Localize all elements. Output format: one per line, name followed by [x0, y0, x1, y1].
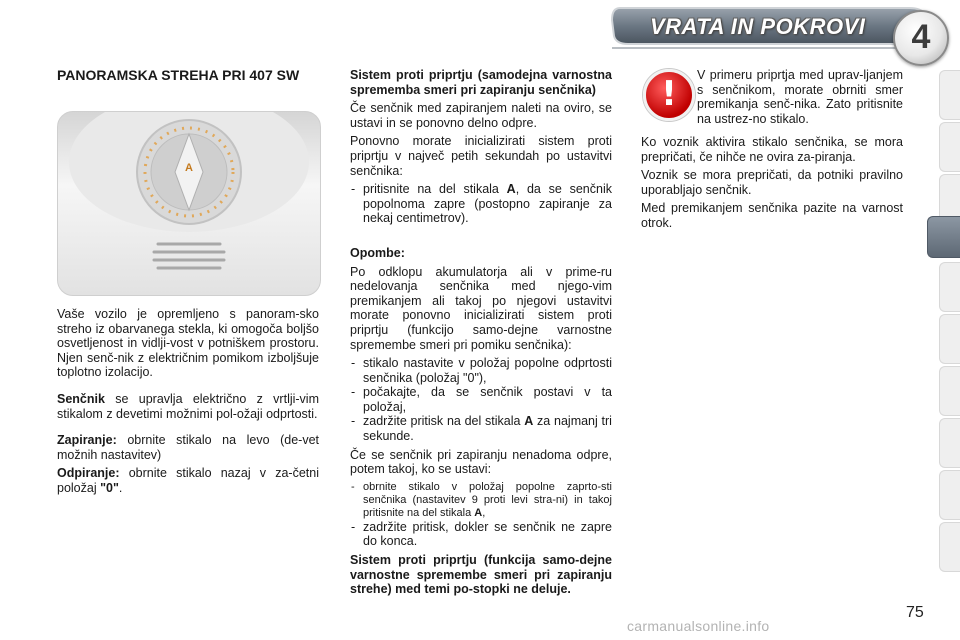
zapiranje-label: Zapiranje:: [57, 433, 117, 448]
paragraph-reinit: Ponovno morate inicializirati sistem proti priprtju v največ petih sekundah po ustavitvi senčnika:: [350, 134, 612, 178]
odpiranje-value: "0": [100, 480, 119, 495]
chapter-title: VRATA IN POKROVI: [650, 14, 866, 39]
sencnik-text: se upravlja električno z vrtlji-vim stikalom z devetimi možnimi pol-ožaji odprtosti.: [57, 391, 319, 421]
roof-switch-photo: [57, 111, 321, 296]
reinit-steps: [350, 182, 612, 226]
list-item: - pritisnite na del stikala A, da se senčnik popolnoma zapre (postopno zapiranje za nekaj centimetrov).: [350, 182, 612, 226]
intro-paragraph: Vaše vozilo je opremljeno s panoram-sko streho iz obarvanega stekla, ki omogoča boljšo osvetljenost in vidlji-vost v potniškem prostoru. Njen senč-nik z električnim pomikom izboljšuje toplotno izolacijo.: [57, 307, 319, 380]
list-item: - obrnite stikalo v položaj popolne zaprto-sti senčnika (nastavitev 9 proti levi stra-ni) in takoj pritisnite na del stikala A,: [350, 481, 612, 520]
paragraph-obstacle: Če senčnik med zapiranjem naleti na oviro, se ustavi in se ponovno delno odpre.: [350, 101, 612, 130]
watermark: carmanualsonline.info: [627, 618, 770, 634]
chapter-tab[interactable]: [939, 522, 960, 572]
column-left: [57, 68, 319, 87]
chapter-number-badge: [893, 10, 949, 66]
sudden-open-steps: [350, 481, 612, 549]
column-left-text: [57, 307, 319, 500]
odpiranje-text: obrnite stikalo nazaj v za-četni položaj: [57, 466, 319, 495]
chapter-tab[interactable]: [939, 366, 960, 416]
chapter-tab-active[interactable]: [927, 216, 960, 258]
anti-pinch-heading: Sistem proti priprtju (samodejna varnostna sprememba smeri pri zapiranju senčnika): [350, 68, 612, 97]
chapter-tab[interactable]: [939, 418, 960, 468]
column-middle: [350, 68, 612, 601]
warning-paragraph: V primeru priprtja med uprav-ljanjem s senčnikom, morate obrniti smer premikanja senč-nika. Zato pritisnite na ustrez-no stikalo.: [697, 68, 903, 126]
paragraph-driver-check: Ko voznik aktivira stikalo senčnika, se mora prepričati, če nihče ne ovira za-piranja.: [641, 135, 903, 164]
paragraph-battery: Po odklopu akumulatorja ali v prime-ru nedelovanja senčnika med njego-vim premikanjem ali takoj po njegovi ustavitvi morate ponovno inicializirati sistem proti priprtju (funkcijo samo-dejne varnostne spremembe smeri pri pomiku senčnika):: [350, 264, 612, 352]
chapter-tabs: [928, 70, 960, 580]
paragraph-children: Med premikanjem senčnika pazite na varnost otrok.: [641, 201, 903, 230]
chapter-tab[interactable]: [939, 122, 960, 172]
chapter-number: 4: [911, 18, 931, 56]
list-item: - zadržite pritisk na del stikala A za najmanj tri sekunde.: [350, 414, 612, 443]
list-item: - stikalo nastavite v položaj popolne odprtosti senčnika (položaj "0"),: [350, 356, 612, 385]
paragraph-passengers: Voznik se mora prepričati, da potniki pravilno uporabljajo senčnik.: [641, 168, 903, 197]
sencnik-paragraph: [57, 392, 319, 421]
chapter-tab[interactable]: [939, 314, 960, 364]
page-number: 75: [906, 604, 924, 621]
list-item: - zadržite pritisk, dokler se senčnik ne zapre do konca.: [350, 520, 612, 549]
warning-text-block: [697, 68, 903, 130]
paragraph-sudden-open: Če se senčnik pri zapiranju nenadoma odpre, potem takoj, ko se ustavi:: [350, 447, 612, 477]
column-right: [641, 135, 903, 235]
notes-heading: Opombe:: [350, 245, 405, 260]
chapter-tab[interactable]: [939, 470, 960, 520]
sencnik-label: Senčnik: [57, 391, 105, 406]
chapter-tab[interactable]: [939, 70, 960, 120]
roof-switch-illustration: [58, 112, 320, 295]
battery-steps: [350, 356, 612, 444]
odpiranje-paragraph: Odpiranje: obrnite stikalo nazaj v za-četni položaj "0".: [57, 466, 319, 495]
odpiranje-label: Odpiranje:: [57, 466, 120, 481]
warning-icon: !: [643, 69, 695, 121]
switch-label-a: A: [185, 162, 193, 174]
section-title: PANORAMSKA STREHA PRI 407 SW: [57, 67, 300, 83]
zapiranje-text: obrnite stikalo na levo (de-vet možnih nastavitev): [57, 433, 319, 462]
anti-pinch-disabled-note: Sistem proti priprtju (funkcija samo-dejne varnostne spremembe smeri pri zapiranju strehe) med temi po-stopki ne deluje.: [350, 553, 612, 597]
list-item: - počakajte, da se senčnik postavi v ta položaj,: [350, 385, 612, 414]
chapter-tab[interactable]: [939, 262, 960, 312]
zapiranje-paragraph: [57, 433, 319, 462]
